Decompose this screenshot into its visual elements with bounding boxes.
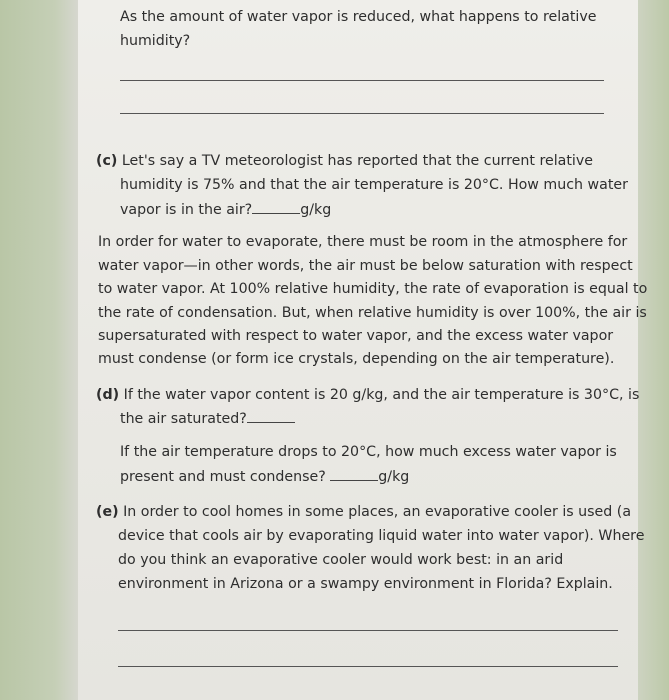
question-d-label: (d) [96, 387, 120, 403]
answer-line-e-2[interactable] [118, 666, 618, 667]
question-c-unit: g/kg [300, 202, 332, 218]
question-e-label: (e) [96, 504, 119, 520]
question-d-sub-line-1: If the air temperature drops to 20°C, how much excess water vapor is [120, 444, 617, 460]
answer-line-b-2[interactable] [120, 113, 604, 114]
paragraph-line-3: to water vapor. At 100% relative humidity, the rate of evaporation is equal to [98, 281, 648, 297]
right-border [638, 0, 669, 700]
answer-line-b-1[interactable] [120, 80, 604, 81]
question-b-line-2: humidity? [120, 33, 191, 49]
left-border [0, 0, 78, 700]
question-e-line-4: environment in Arizona or a swampy environment in Florida? Explain. [118, 576, 613, 592]
question-c-line-1 [96, 149, 593, 173]
paragraph-line-5: supersaturated with respect to water vapor, and the excess water vapor [98, 328, 614, 344]
question-d-sub-text-2: present and must condense? [120, 469, 326, 485]
answer-blank-c[interactable] [252, 197, 300, 214]
question-c-line-3 [120, 197, 331, 222]
question-e-text-1: In order to cool homes in some places, an evaporative cooler is used (a [123, 504, 632, 520]
question-d-unit: g/kg [378, 469, 410, 485]
answer-line-e-1[interactable] [118, 630, 618, 631]
paragraph-line-4: the rate of condensation. But, when relative humidity is over 100%, the air is [98, 305, 647, 321]
paragraph-line-1: In order for water to evaporate, there must be room in the atmosphere for [98, 234, 628, 250]
question-c-line-2: humidity is 75% and that the air temperature is 20°C. How much water [120, 177, 628, 193]
question-d-line-1 [96, 383, 639, 407]
question-d-text-1: If the water vapor content is 20 g/kg, and the air temperature is 30°C, is [123, 387, 640, 403]
paragraph-line-2: water vapor—in other words, the air must be below saturation with respect [98, 258, 633, 274]
question-e-line-2: device that cools air by evaporating liquid water into water vapor). Where [118, 528, 645, 544]
question-e-line-3: do you think an evaporative cooler would work best: in an arid [118, 552, 564, 568]
question-b-line-1: As the amount of water vapor is reduced, what happens to relative [120, 9, 597, 25]
question-d-sub-line-2 [120, 464, 409, 489]
question-d-text-2: the air saturated? [120, 411, 247, 427]
answer-blank-d-saturated[interactable] [247, 406, 295, 423]
question-c-label: (c) [96, 153, 118, 169]
question-c-text-3: vapor is in the air? [120, 202, 253, 218]
paragraph-line-6: must condense (or form ice crystals, depending on the air temperature). [98, 351, 615, 367]
answer-blank-d-excess[interactable] [330, 464, 378, 481]
question-d-line-2 [120, 406, 295, 431]
question-e-line-1 [96, 500, 631, 524]
question-c-text-1: Let's say a TV meteorologist has reported that the current relative [121, 153, 593, 169]
